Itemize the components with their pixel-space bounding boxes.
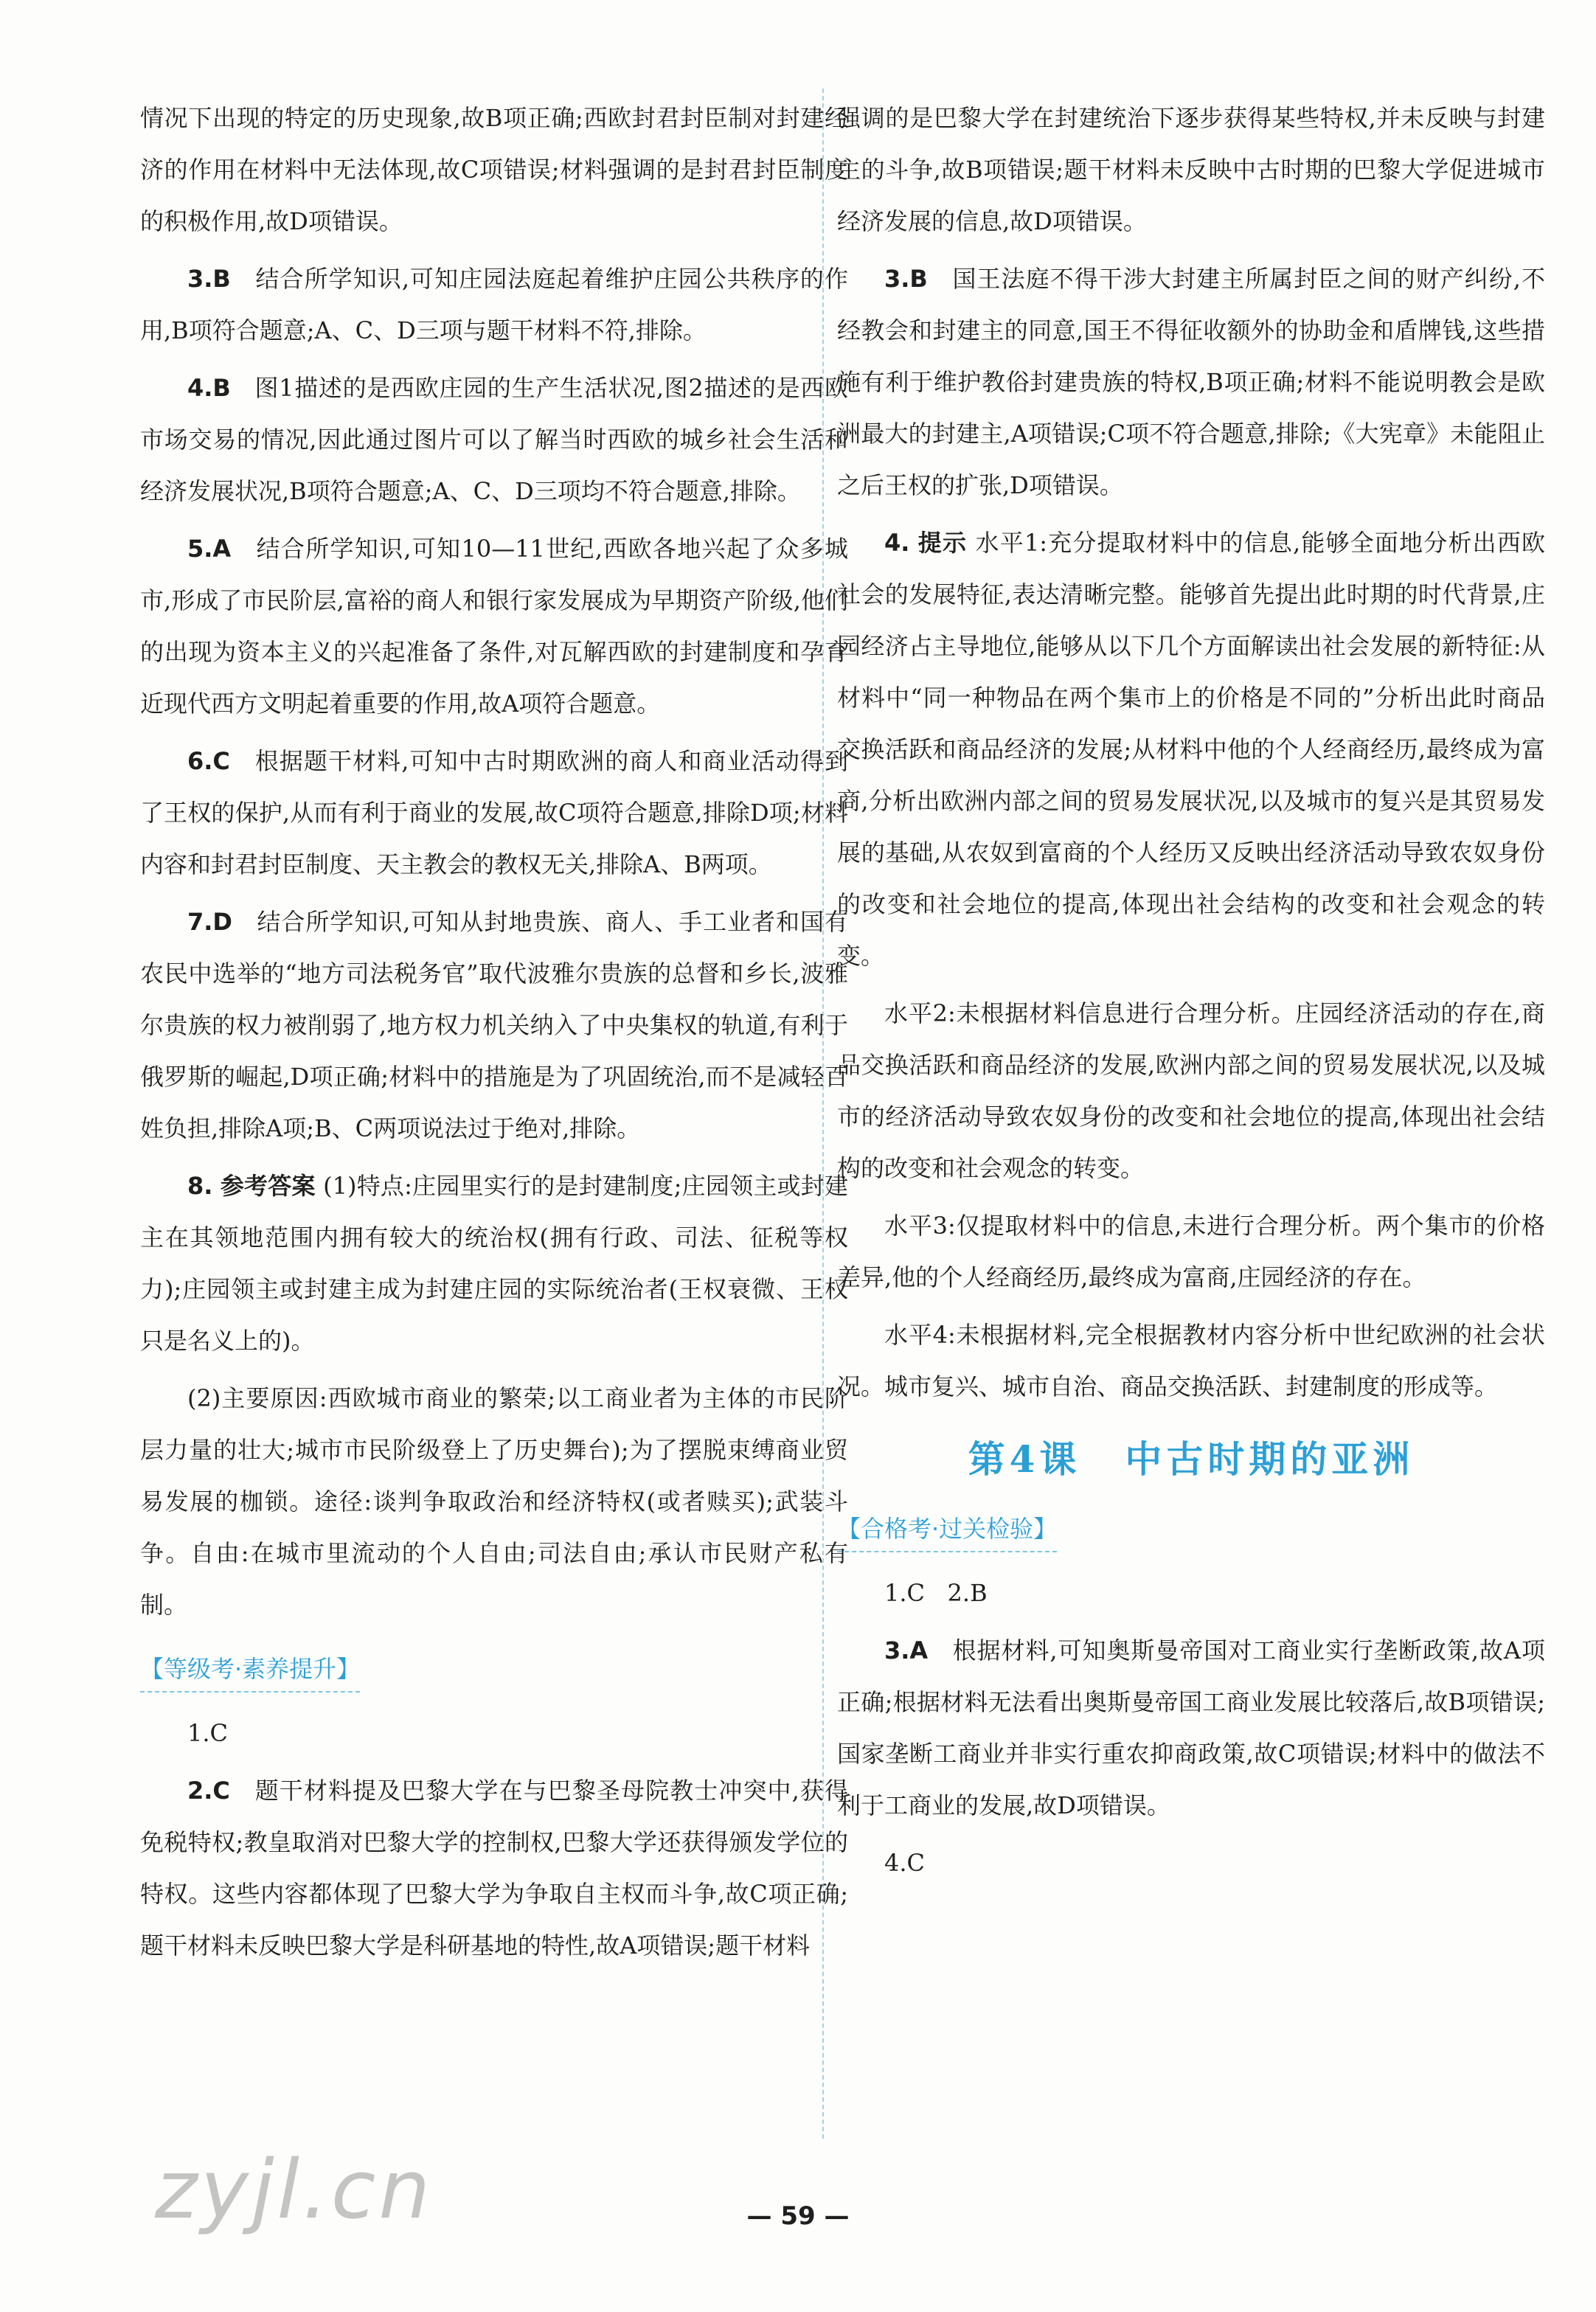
- section-label: 【等级考·素养提升】: [140, 1647, 360, 1693]
- paragraph: 情况下出现的特定的历史现象,故B项正确;西欧封君封臣制对封建经济的作用在材料中无法体现,故C项错误;材料强调的是封君封臣制度的积极作用,故D项错误。: [140, 104, 848, 235]
- answer-4: 4. 提示 水平1:充分提取材料中的信息,能够全面地分析出西欧社会的发展特征,表达清晰完整。能够首先提出此时期的时代背景,庄园经济占主导地位,能够从以下几个方面解读出社会发展的新特征:从材料中“同一种物品在两个集市上的价格是不同的”分析出此时商品交换活跃和商品经济的发展;从材料中他的个人经商经历,最终成为富商,分析出欧洲内部之间的贸易发展状况,以及城市的复兴是其贸易发展的基础,从农奴到富商的个人经历又反映出经济活动导致农奴身份的改变和社会地位的提高,体现出社会结构的改变和社会观念的转变。: [837, 529, 1545, 970]
- answer-5: 5.A 结合所学知识,可知10—11世纪,西欧各地兴起了众多城市,形成了市民阶层,富裕的商人和银行家发展成为早期资产阶级,他们的出现为资本主义的兴起准备了条件,对瓦解西欧的封建制度和孕育近现代西方文明起着重要的作用,故A项符合题意。: [140, 535, 848, 718]
- answer-3: 3.A 根据材料,可知奥斯曼帝国对工商业实行垄断政策,故A项正确;根据材料无法看出奥斯曼帝国工商业发展比较落后,故B项错误;国家垄断工商业并非实行重农抑商政策,故C项错误;材料中的做法不利于工商业的发展,故D项错误。: [837, 1636, 1545, 1819]
- answer-4: 4.B 图1描述的是西欧庄园的生产生活状况,图2描述的是西欧市场交易的情况,因此通过图片可以了解当时西欧的城乡社会生活和经济发展状况,B项符合题意;A、C、D三项均不符合题意,排除。: [140, 374, 848, 505]
- section-label: 【合格考·过关检验】: [837, 1507, 1057, 1552]
- answer-3: 3.B 国王法庭不得干涉大封建主所属封臣之间的财产纠纷,不经教会和封建主的同意,国王不得征收额外的协助金和盾牌钱,这些措施有利于维护教俗封建贵族的特权,B项正确;材料不能说明教会是欧洲最大的封建主,A项错误;C项不符合题意,排除;《大宪章》未能阻止之后王权的扩张,D项错误。: [837, 265, 1545, 499]
- answer-8: 8. 参考答案 (1)特点:庄园里实行的是封建制度;庄园领主或封建主在其领地范围内拥有较大的统治权(拥有行政、司法、征税等权力);庄园领主或封建主成为封建庄园的实际统治者(王权衰微、王权只是名义上的)。: [140, 1172, 848, 1355]
- watermark: zyjl.cn: [155, 2142, 434, 2237]
- answer-4: 4.C: [884, 1849, 926, 1877]
- answers-1-2: 1.C 2.B: [884, 1579, 988, 1607]
- paragraph: 强调的是巴黎大学在封建统治下逐步获得某些特权,并未反映与封建主的斗争,故B项错误;题干材料未反映中古时期的巴黎大学促进城市经济发展的信息,故D项错误。: [837, 104, 1545, 235]
- answer-8-part2: (2)主要原因:西欧城市商业的繁荣;以工商业者为主体的市民阶层力量的壮大;城市市民阶级登上了历史舞台);为了摆脱束缚商业贸易发展的枷锁。途径:谈判争取政治和经济特权(或者赎买);武装斗争。自由:在城市里流动的个人自由;司法自由;承认市民财产私有制。: [140, 1384, 848, 1619]
- level-2: 水平2:未根据材料信息进行合理分析。庄园经济活动的存在,商品交换活跃和商品经济的发展,欧洲内部之间的贸易发展状况,以及城市的经济活动导致农奴身份的改变和社会地位的提高,体现出社会结构的改变和社会观念的转变。: [837, 999, 1545, 1182]
- right-column: [837, 92, 1545, 1895]
- page-number: — 59 —: [746, 2201, 850, 2231]
- answer-7: 7.D 结合所学知识,可知从封地贵族、商人、手工业者和国有农民中选举的“地方司法税务官”取代波雅尔贵族的总督和乡长,波雅尔贵族的权力被削弱了,地方权力机关纳入了中央集权的轨道,有利于俄罗斯的崛起,D项正确;材料中的措施是为了巩固统治,而不是减轻百姓负担,排除A项;B、C两项说法过于绝对,排除。: [140, 908, 848, 1142]
- answer-6: 6.C 根据题干材料,可知中古时期欧洲的商人和商业活动得到了王权的保护,从而有利于商业的发展,故C项符合题意,排除D项;材料内容和封君封臣制度、天主教会的教权无关,排除A、B两项。: [140, 747, 848, 878]
- left-column: [140, 92, 848, 1977]
- answer-2: 2.C 题干材料提及巴黎大学在与巴黎圣母院教士冲突中,获得免税特权;教皇取消对巴黎大学的控制权,巴黎大学还获得颁发学位的特权。这些内容都体现了巴黎大学为争取自主权而斗争,故C项正确;题干材料未反映巴黎大学是科研基地的特性,故A项错误;题干材料: [140, 1777, 848, 1959]
- lesson-title: 第4课 中古时期的亚洲: [968, 1437, 1415, 1481]
- level-3: 水平3:仅提取材料中的信息,未进行合理分析。两个集市的价格差异,他的个人经商经历,最终成为富商,庄园经济的存在。: [837, 1212, 1545, 1291]
- answer-1: 1.C: [187, 1719, 229, 1747]
- answer-3: 3.B 结合所学知识,可知庄园法庭起着维护庄园公共秩序的作用,B项符合题意;A、C、D三项与题干材料不符,排除。: [140, 265, 848, 344]
- level-4: 水平4:未根据材料,完全根据教材内容分析中世纪欧洲的社会状况。城市复兴、城市自治、商品交换活跃、封建制度的形成等。: [837, 1321, 1545, 1400]
